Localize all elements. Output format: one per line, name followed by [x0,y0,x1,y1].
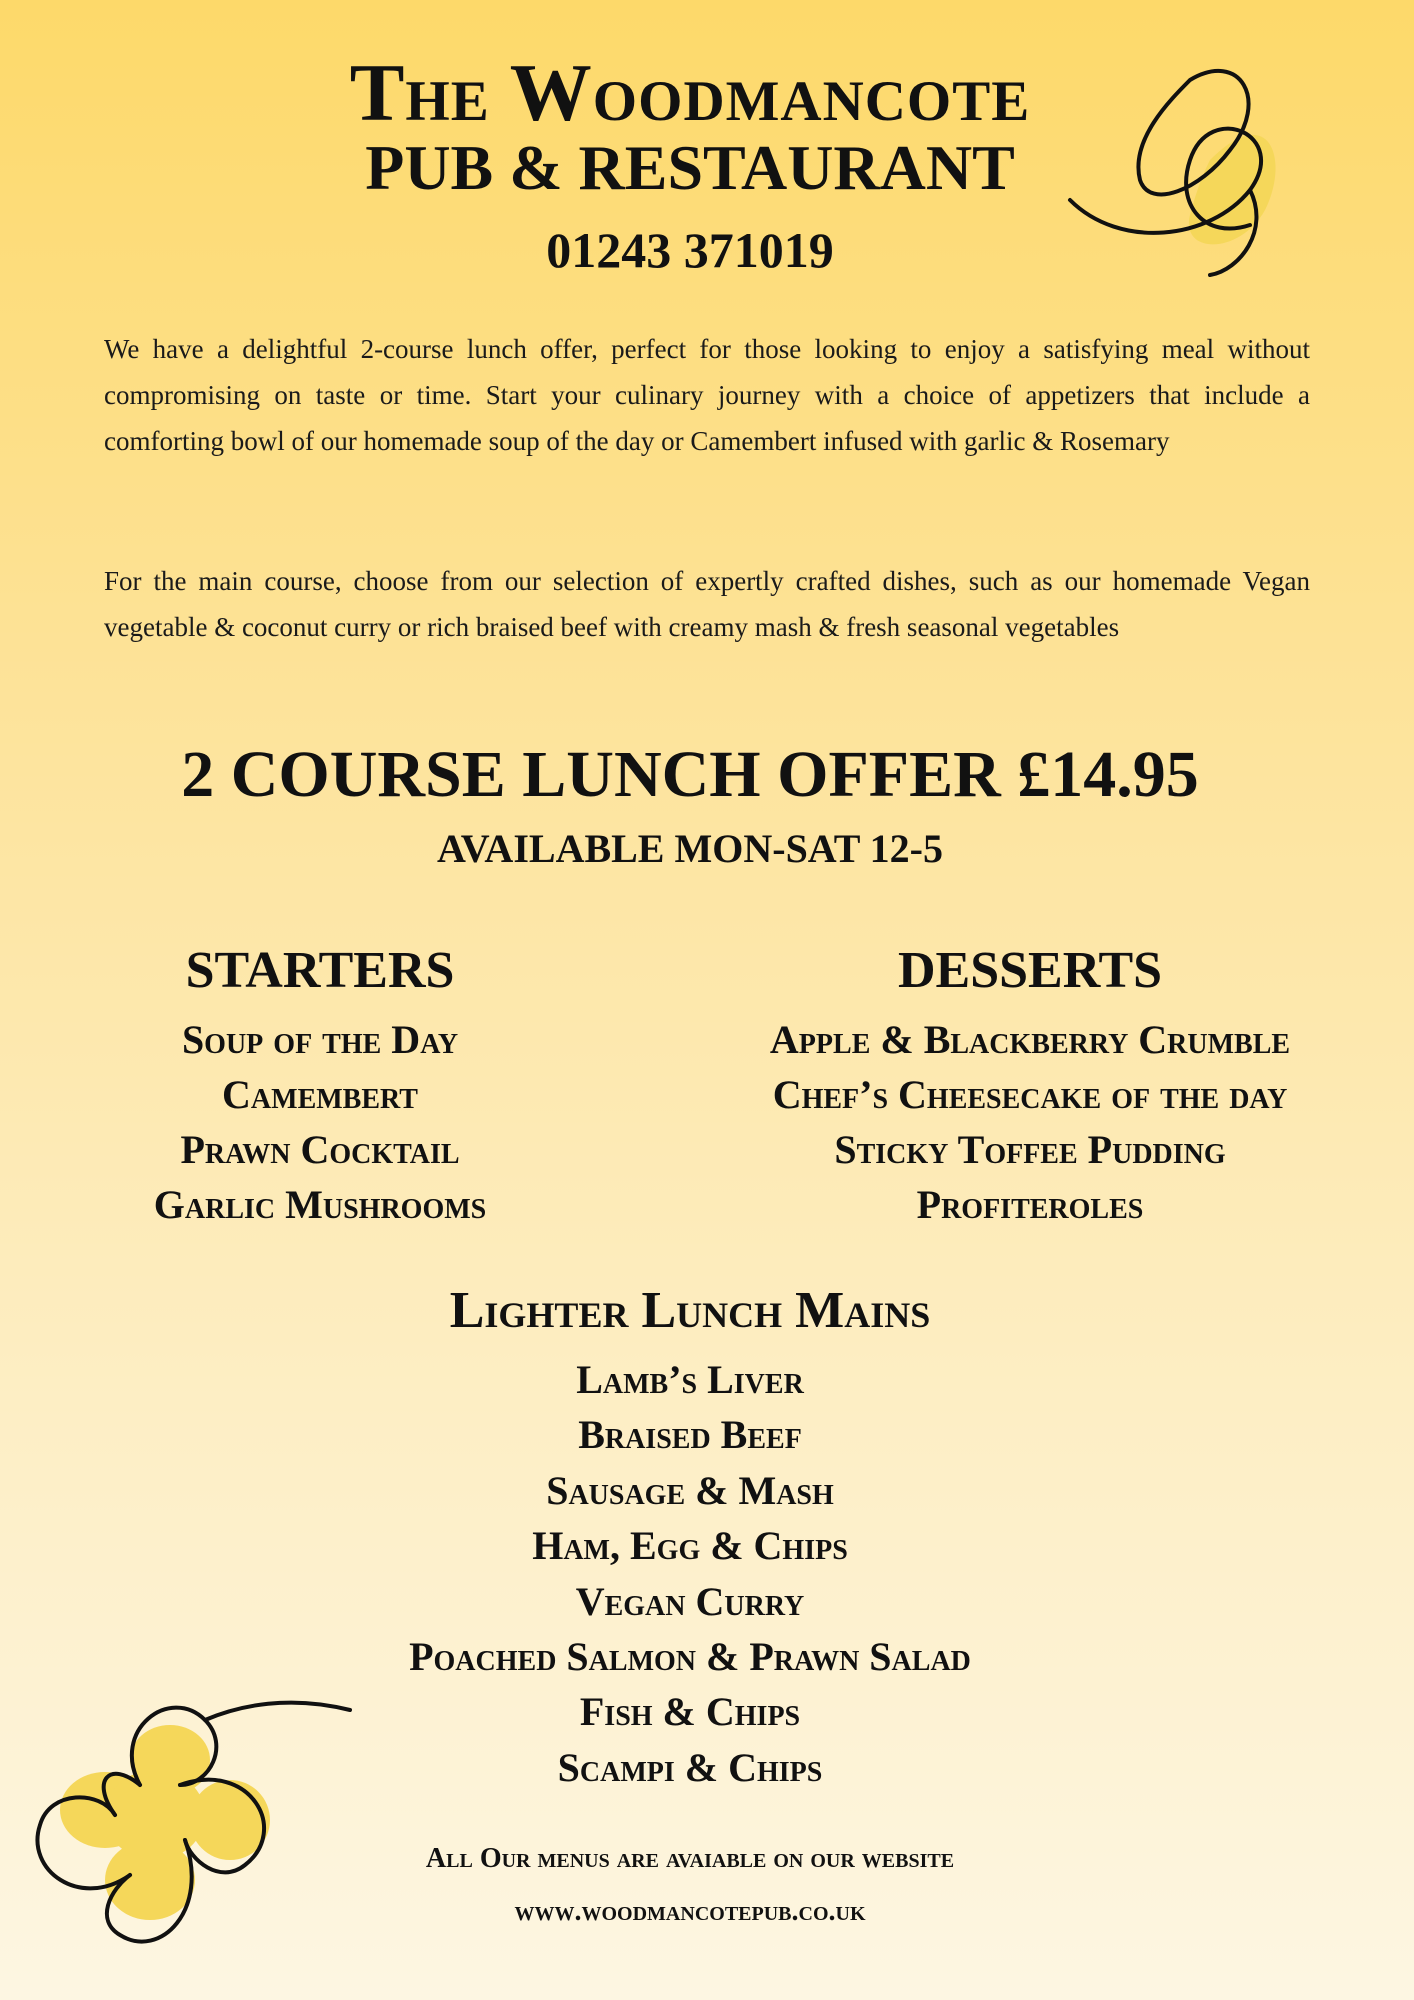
starter-item: Camembert [222,1072,418,1117]
main-item: Lamb’s Liver [576,1357,804,1402]
phone-number: 01243 371019 [546,222,834,278]
website-link[interactable]: www.woodmancotepub.co.uk [514,1896,866,1927]
starter-item: Prawn Cocktail [180,1127,460,1172]
main-item: Scampi & Chips [557,1744,823,1790]
dessert-item: Sticky Toffee Pudding [834,1127,1226,1172]
main-item: Poached Salmon & Prawn Salad [409,1634,971,1680]
starters-section [60,940,580,1232]
main-item: Vegan Curry [575,1578,805,1624]
main-item: Fish & Chips [579,1689,801,1735]
desserts-section [680,940,1380,1232]
desserts-heading: DESSERTS [897,942,1163,999]
footer-note: All Our menus are avaiable on our website [425,1843,955,1874]
dessert-item: Profiteroles [916,1182,1144,1227]
offer-headline: 2 COURSE LUNCH OFFER £14.95 [181,738,1199,811]
dessert-item: Apple & Blackberry Crumble [769,1017,1291,1062]
intro-paragraph-starters: We have a delightful 2-course lunch offer, perfect for those looking to enjoy a satisfying meal without compromising on taste or time. Start your culinary journey with a choice of appetizers that include a comforting bowl of our homemade soup of the day or Camembert infused with garlic & Rosemary [104,334,1310,456]
starter-item: Garlic Mushrooms [153,1182,487,1227]
starters-heading: STARTERS [185,942,455,999]
offer-availability: AVAILABLE MON-SAT 12-5 [436,826,944,871]
starter-item: Soup of the Day [181,1017,459,1062]
intro-paragraph-mains: For the main course, choose from our selection of expertly crafted dishes, such as our homemade Vegan vegetable & coconut curry or rich braised beef with creamy mash & fresh seasonal vegetables [104,566,1310,642]
restaurant-subtitle: PUB & RESTAURANT [365,132,1015,203]
main-item: Braised Beef [578,1412,802,1458]
main-item: Sausage & Mash [546,1467,834,1513]
main-item: Ham, Egg & Chips [532,1523,848,1569]
dessert-item: Chef’s Cheesecake of the day [772,1072,1288,1117]
mains-heading: Lighter Lunch Mains [449,1282,931,1339]
restaurant-name: The Woodmancote [349,47,1031,138]
mains-section [0,1280,1380,1795]
